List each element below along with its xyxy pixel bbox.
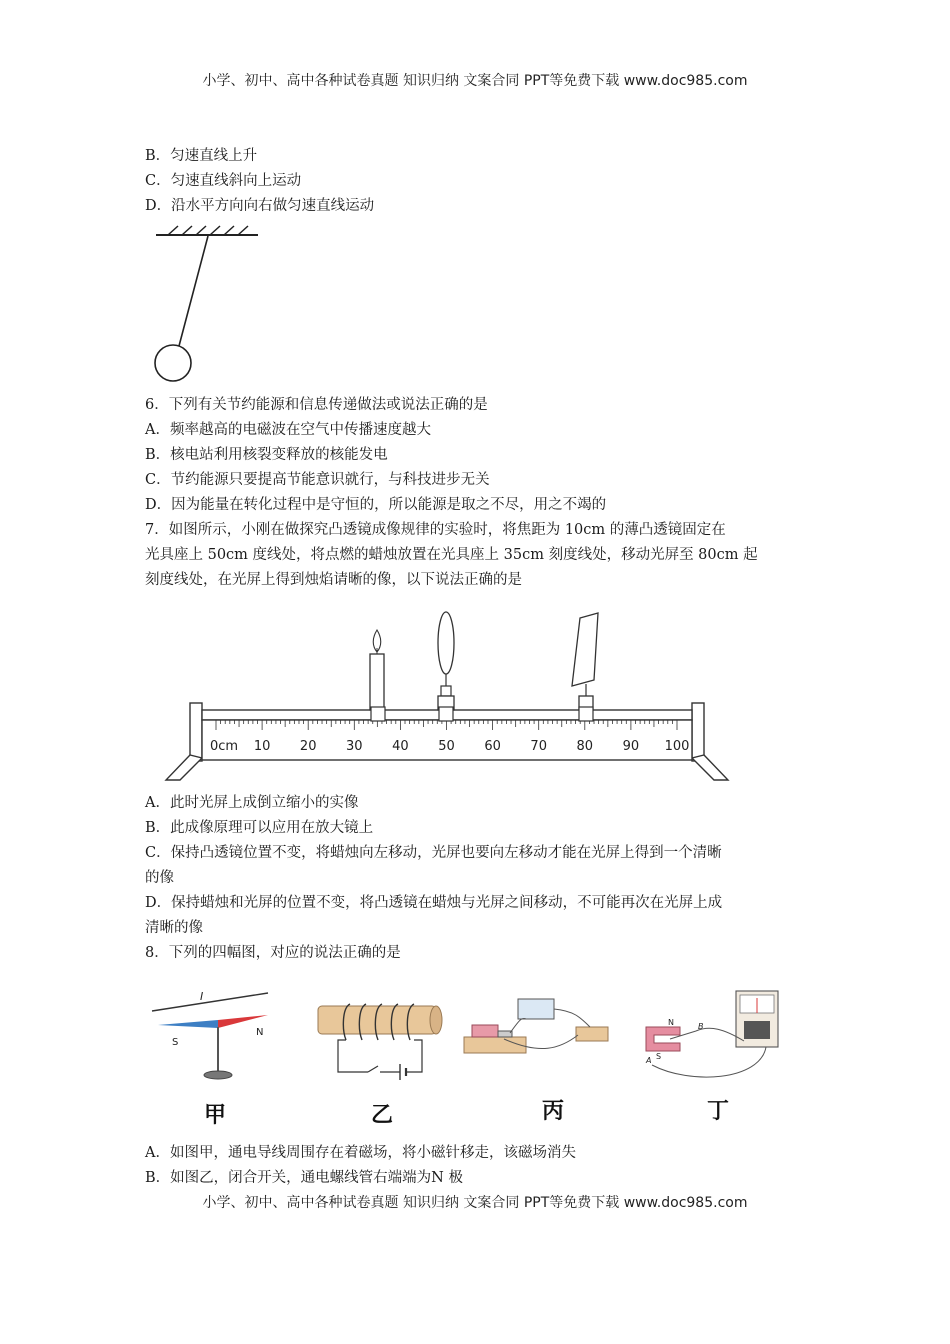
- q7-option-b: B．此成像原理可以应用在放大镜上: [145, 820, 374, 836]
- convex-lens: [438, 612, 454, 710]
- figure-bing-circuit: [460, 995, 610, 1060]
- ruler-label: 60: [484, 739, 501, 754]
- q8-option-a: A．如图甲，通电导线周围存在着磁场，将小磁针移走，该磁场消失: [145, 1145, 576, 1161]
- magnet-s-label: S: [656, 1052, 662, 1061]
- q7-stem-line1: 7．如图所示，小刚在做探究凸透镜成像规律的实验时，将焦距为 10cm 的薄凸透镜固定在: [145, 522, 726, 538]
- ruler-label: 20: [299, 739, 317, 754]
- bench-left-post: [190, 703, 202, 761]
- figure-caption-jia: 甲: [204, 1103, 227, 1128]
- bench-left-foot: [166, 755, 202, 780]
- optical-bench-figure: [160, 608, 740, 786]
- q6-option-c: C．节约能源只要提高节能意识就行，与科技进步无关: [145, 472, 490, 488]
- q6-option-b: B．核电站利用核裂变释放的核能发电: [145, 447, 388, 463]
- figure-yi-solenoid: [312, 1000, 447, 1085]
- ruler-label: 30: [346, 739, 363, 754]
- bench-right-foot: [692, 755, 728, 780]
- ruler-label: 100: [664, 739, 690, 754]
- screen-slider: [579, 707, 593, 721]
- lens-slider: [439, 707, 453, 721]
- q7-stem-line3: 刻度线处，在光屏上得到烛焰请晰的像，以下说法正确的是: [145, 572, 522, 588]
- needle-s-label: S: [172, 1037, 179, 1048]
- figure-jia-wire-needle: [150, 985, 275, 1085]
- q7-stem-line2: 光具座上 50cm 度线处，将点燃的蜡烛放置在光具座上 35cm 刻度线处，移动光屏至 80cm 起: [145, 547, 758, 563]
- pendulum-figure: [150, 225, 265, 385]
- q7-option-d-line1: D．保持蜡烛和光屏的位置不变，将凸透镜在蜡烛与光屏之间移动，不可能再次在光屏上成: [145, 895, 723, 911]
- point-a-label: A: [646, 1056, 652, 1065]
- ruler-label: 0cm: [210, 739, 239, 754]
- ruler-label: 90: [622, 739, 640, 754]
- ruler-label: 10: [253, 739, 271, 754]
- q5-option-c: C．匀速直线斜向上运动: [145, 173, 302, 189]
- current-wire: [152, 993, 268, 1011]
- q7-option-c-line2: 的像: [145, 870, 174, 886]
- figure-caption-ding: 丁: [707, 1099, 730, 1124]
- figure-caption-bing: 丙: [542, 1099, 565, 1124]
- figure-ding-galvanometer: [640, 985, 790, 1085]
- q5-option-b: B．匀速直线上升: [145, 148, 258, 164]
- candle: [370, 630, 384, 710]
- ruler-label: 50: [438, 739, 455, 754]
- point-b-label: B: [698, 1022, 704, 1031]
- magnet-n-label: N: [668, 1018, 674, 1027]
- page-header: 小学、初中、高中各种试卷真题 知识归纳 文案合同 PPT等免费下载 www.doc985.com: [202, 73, 748, 89]
- q8-option-b: B．如图乙，闭合开关，通电螺线管右端端为N 极: [145, 1170, 463, 1186]
- page-footer: 小学、初中、高中各种试卷真题 知识归纳 文案合同 PPT等免费下载 www.doc985.com: [202, 1195, 748, 1211]
- q5-option-d: D．沿水平方向向右做匀速直线运动: [145, 198, 375, 214]
- q6-option-d: D．因为能量在转化过程中是守恒的，所以能源是取之不尽，用之不竭的: [145, 497, 607, 513]
- q7-option-a: A．此时光屏上成倒立缩小的实像: [145, 795, 359, 811]
- q6-option-a: A．频率越高的电磁波在空气中传播速度越大: [145, 422, 431, 438]
- current-label-i: I: [200, 990, 204, 1003]
- q8-stem: 8．下列的四幅图，对应的说法正确的是: [145, 945, 401, 961]
- figure-caption-yi: 乙: [371, 1103, 394, 1128]
- ruler-label: 80: [576, 739, 594, 754]
- ruler-label: 40: [392, 739, 409, 754]
- light-screen: [572, 613, 598, 710]
- ruler-label: 70: [530, 739, 547, 754]
- needle-n-label: N: [256, 1027, 264, 1038]
- switch: [368, 1066, 378, 1072]
- needle-south-half: [158, 1020, 218, 1028]
- candle-slider: [371, 707, 385, 721]
- bench-right-post: [692, 703, 704, 761]
- q7-option-c-line1: C．保持凸透镜位置不变，将蜡烛向左移动，光屏也要向左移动才能在光屏上得到一个清晰: [145, 845, 722, 861]
- q7-option-d-line2: 清晰的像: [145, 920, 203, 936]
- q6-stem: 6．下列有关节约能源和信息传递做法或说法正确的是: [145, 397, 488, 413]
